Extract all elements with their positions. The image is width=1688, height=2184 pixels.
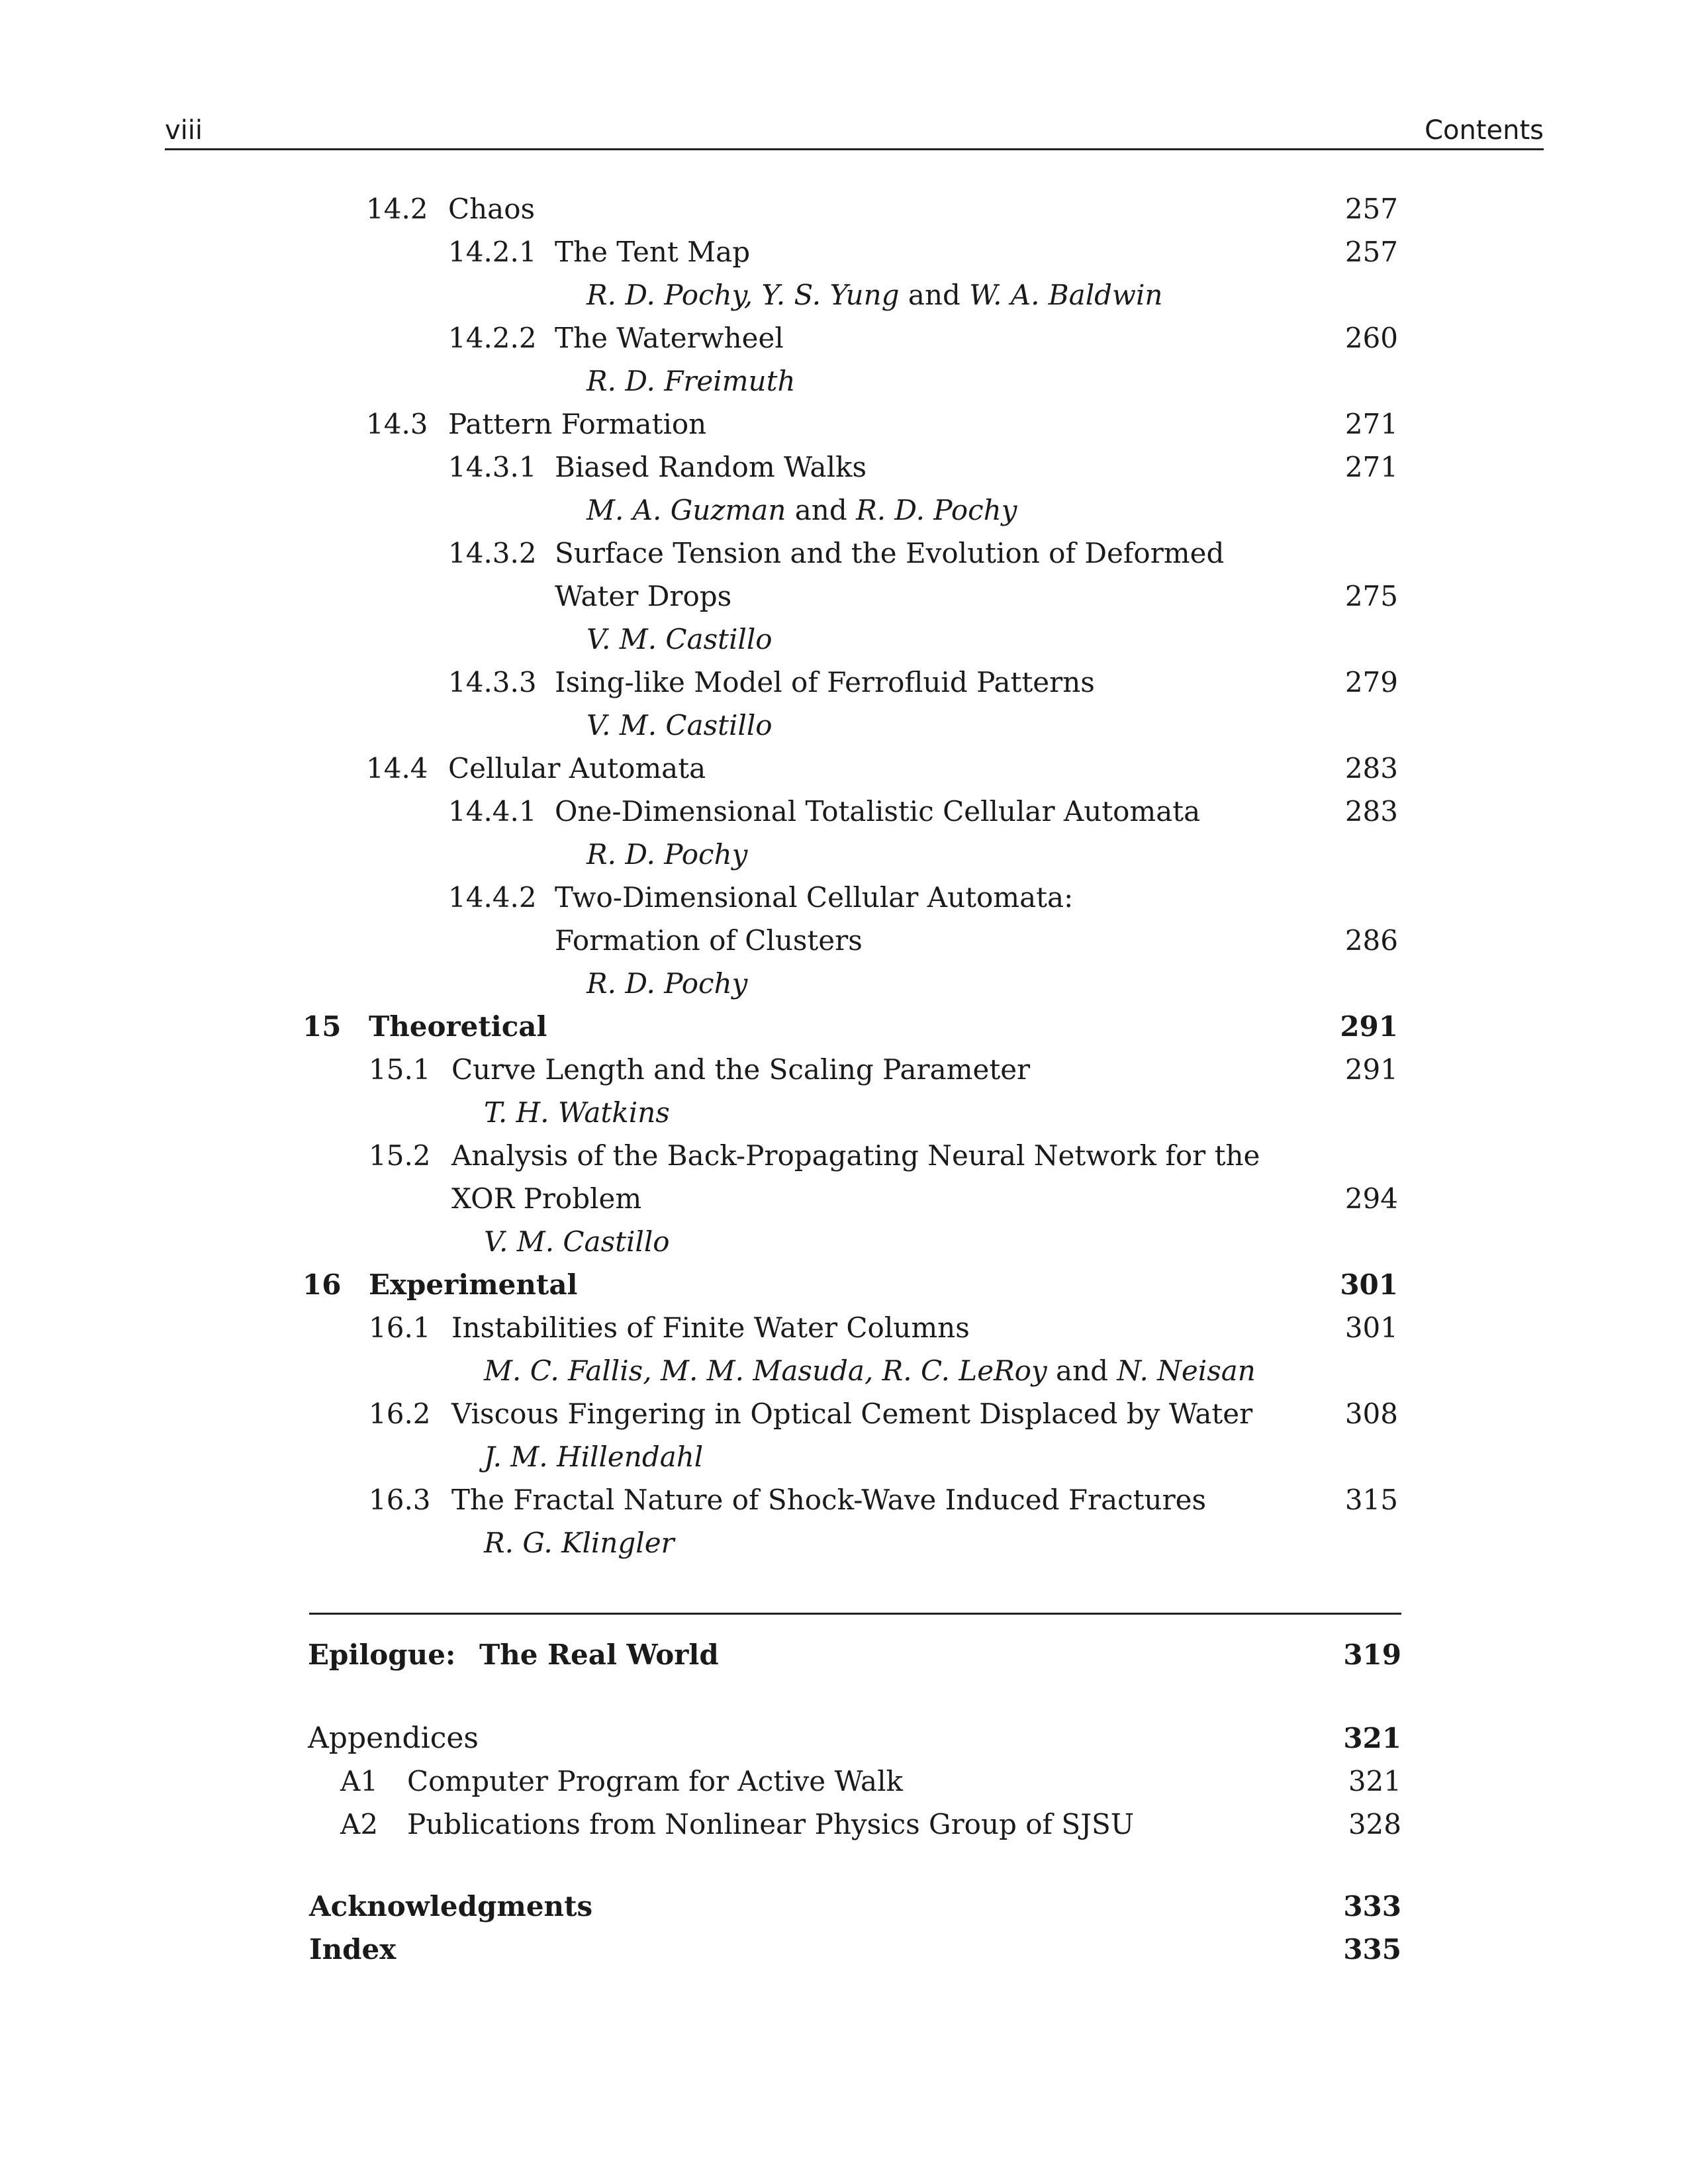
entry-title: Surface Tension and the Evolution of Deformed <box>555 537 1225 569</box>
entry-authors: R. D. Pochy <box>586 838 748 871</box>
entry-number: 14.2.1 <box>448 236 537 268</box>
toc-entry-14-3-2 <box>0 535 1456 572</box>
entry-authors: V. M. Castillo <box>484 1225 670 1258</box>
entry-title: Water Drops <box>555 580 732 612</box>
chapter-number: 15 <box>303 1010 342 1043</box>
toc-chapter-15 <box>0 1008 1456 1045</box>
entry-title: Computer Program for Active Walk <box>407 1765 903 1797</box>
acknowledgments-page: 333 <box>1343 1890 1401 1923</box>
entry-title: XOR Problem <box>451 1182 642 1215</box>
epilogue-label: Epilogue: <box>308 1638 456 1671</box>
entry-page: 308 <box>1344 1398 1398 1430</box>
epilogue-title: The Real World <box>479 1638 719 1671</box>
toc-acknowledgments <box>0 1888 1456 1925</box>
entry-authors: V. M. Castillo <box>586 709 773 741</box>
toc-entry-15-2 <box>0 1137 1456 1174</box>
entry-title: Ising-like Model of Ferrofluid Patterns <box>555 666 1095 698</box>
entry-number: A2 <box>340 1808 379 1840</box>
entry-number: 15.2 <box>369 1139 431 1172</box>
entry-page: 279 <box>1344 666 1398 698</box>
entry-page: 291 <box>1344 1053 1398 1086</box>
entry-page: 315 <box>1344 1484 1398 1516</box>
entry-authors: V. M. Castillo <box>586 623 773 655</box>
running-header: Contents <box>1425 115 1544 146</box>
entry-authors: J. M. Hillendahl <box>484 1441 704 1473</box>
entry-number: 14.4.2 <box>448 881 537 914</box>
toc-entry-14-3-1 <box>0 449 1456 486</box>
entry-title: The Waterwheel <box>555 322 784 354</box>
index-page: 335 <box>1343 1933 1401 1966</box>
chapter-number: 16 <box>303 1268 342 1301</box>
entry-title: The Tent Map <box>555 236 751 268</box>
entry-number: 16.3 <box>369 1484 431 1516</box>
entry-title: Formation of Clusters <box>555 924 863 957</box>
entry-title: Pattern Formation <box>448 408 707 440</box>
entry-page: 328 <box>1348 1808 1401 1840</box>
toc-chapter-16 <box>0 1266 1456 1304</box>
entry-number: 14.3 <box>366 408 428 440</box>
entry-title: One-Dimensional Totalistic Cellular Automata <box>555 795 1201 828</box>
toc-entry-15-2-cont <box>0 1180 1456 1217</box>
entry-page: 271 <box>1344 451 1398 483</box>
entry-number: 14.2.2 <box>448 322 537 354</box>
section-divider <box>309 1613 1401 1615</box>
entry-number: 14.2 <box>366 193 428 225</box>
entry-page: 283 <box>1344 752 1398 784</box>
entry-title: Two-Dimensional Cellular Automata: <box>555 881 1074 914</box>
entry-page: 301 <box>1344 1311 1398 1344</box>
toc-entry-14-3-2-cont <box>0 578 1456 615</box>
toc-entry-15-1 <box>0 1051 1456 1088</box>
entry-page: 321 <box>1348 1765 1401 1797</box>
chapter-title: Experimental <box>369 1268 578 1301</box>
entry-number: 14.3.3 <box>448 666 537 698</box>
entry-page: 294 <box>1344 1182 1398 1215</box>
entry-title: Instabilities of Finite Water Columns <box>451 1311 970 1344</box>
entry-number: 16.1 <box>369 1311 431 1344</box>
toc-appendix-a1 <box>0 1763 1456 1800</box>
entry-page: 275 <box>1344 580 1398 612</box>
entry-authors: M. A. Guzman and R. D. Pochy <box>586 494 1017 526</box>
toc-appendix-a2 <box>0 1806 1456 1843</box>
entry-number: 14.3.2 <box>448 537 537 569</box>
toc-entry-16-2 <box>0 1396 1456 1433</box>
page-number: viii <box>165 115 203 146</box>
chapter-page: 291 <box>1340 1010 1398 1043</box>
entry-page: 260 <box>1344 322 1398 354</box>
entry-page: 257 <box>1344 193 1398 225</box>
entry-title: Analysis of the Back-Propagating Neural Network for the <box>451 1139 1260 1172</box>
toc-entry-14-2-1 <box>0 234 1456 271</box>
entry-authors: R. D. Pochy <box>586 967 748 1000</box>
entry-number: 14.3.1 <box>448 451 537 483</box>
appendices-title: Appendices <box>308 1721 479 1755</box>
entry-title: Chaos <box>448 193 536 225</box>
toc-entry-14-4-2 <box>0 879 1456 916</box>
entry-authors: R. G. Klingler <box>484 1527 675 1559</box>
chapter-page: 301 <box>1340 1268 1398 1301</box>
entry-title: Viscous Fingering in Optical Cement Displaced by Water <box>451 1398 1253 1430</box>
entry-number: 14.4.1 <box>448 795 537 828</box>
toc-epilogue <box>0 1637 1456 1674</box>
toc-entry-14-3-3 <box>0 664 1456 701</box>
toc-entry-14-3 <box>0 406 1456 443</box>
toc-entry-14-2-2 <box>0 320 1456 357</box>
epilogue-page: 319 <box>1343 1638 1401 1671</box>
entry-page: 257 <box>1344 236 1398 268</box>
entry-authors: R. D. Freimuth <box>586 365 796 397</box>
entry-number: 15.1 <box>369 1053 431 1086</box>
toc-appendices <box>0 1720 1456 1757</box>
page-header <box>165 110 1544 150</box>
index-title: Index <box>309 1933 397 1966</box>
toc-entry-14-4 <box>0 750 1456 787</box>
toc-index <box>0 1931 1456 1968</box>
entry-page: 271 <box>1344 408 1398 440</box>
entry-title: Cellular Automata <box>448 752 706 784</box>
entry-number: 16.2 <box>369 1398 431 1430</box>
entry-authors: R. D. Pochy, Y. S. Yung and W. A. Baldwin <box>586 279 1163 311</box>
entry-authors: M. C. Fallis, M. M. Masuda, R. C. LeRoy and N. Neisan <box>484 1354 1256 1387</box>
entry-page: 286 <box>1344 924 1398 957</box>
toc-entry-14-4-2-cont <box>0 922 1456 959</box>
toc-entry-16-3 <box>0 1482 1456 1519</box>
toc-entry-16-1 <box>0 1309 1456 1347</box>
acknowledgments-title: Acknowledgments <box>309 1890 593 1923</box>
toc-entry-14-2 <box>0 191 1456 228</box>
appendices-page: 321 <box>1343 1722 1401 1754</box>
entry-number: 14.4 <box>366 752 428 784</box>
toc-entry-14-4-1 <box>0 793 1456 830</box>
entry-authors: T. H. Watkins <box>484 1096 670 1129</box>
entry-title: The Fractal Nature of Shock-Wave Induced Fractures <box>451 1484 1207 1516</box>
entry-title: Biased Random Walks <box>555 451 867 483</box>
chapter-title: Theoretical <box>369 1010 547 1043</box>
entry-number: A1 <box>340 1765 379 1797</box>
entry-page: 283 <box>1344 795 1398 828</box>
entry-title: Curve Length and the Scaling Parameter <box>451 1053 1031 1086</box>
entry-title: Publications from Nonlinear Physics Group of SJSU <box>407 1808 1135 1840</box>
